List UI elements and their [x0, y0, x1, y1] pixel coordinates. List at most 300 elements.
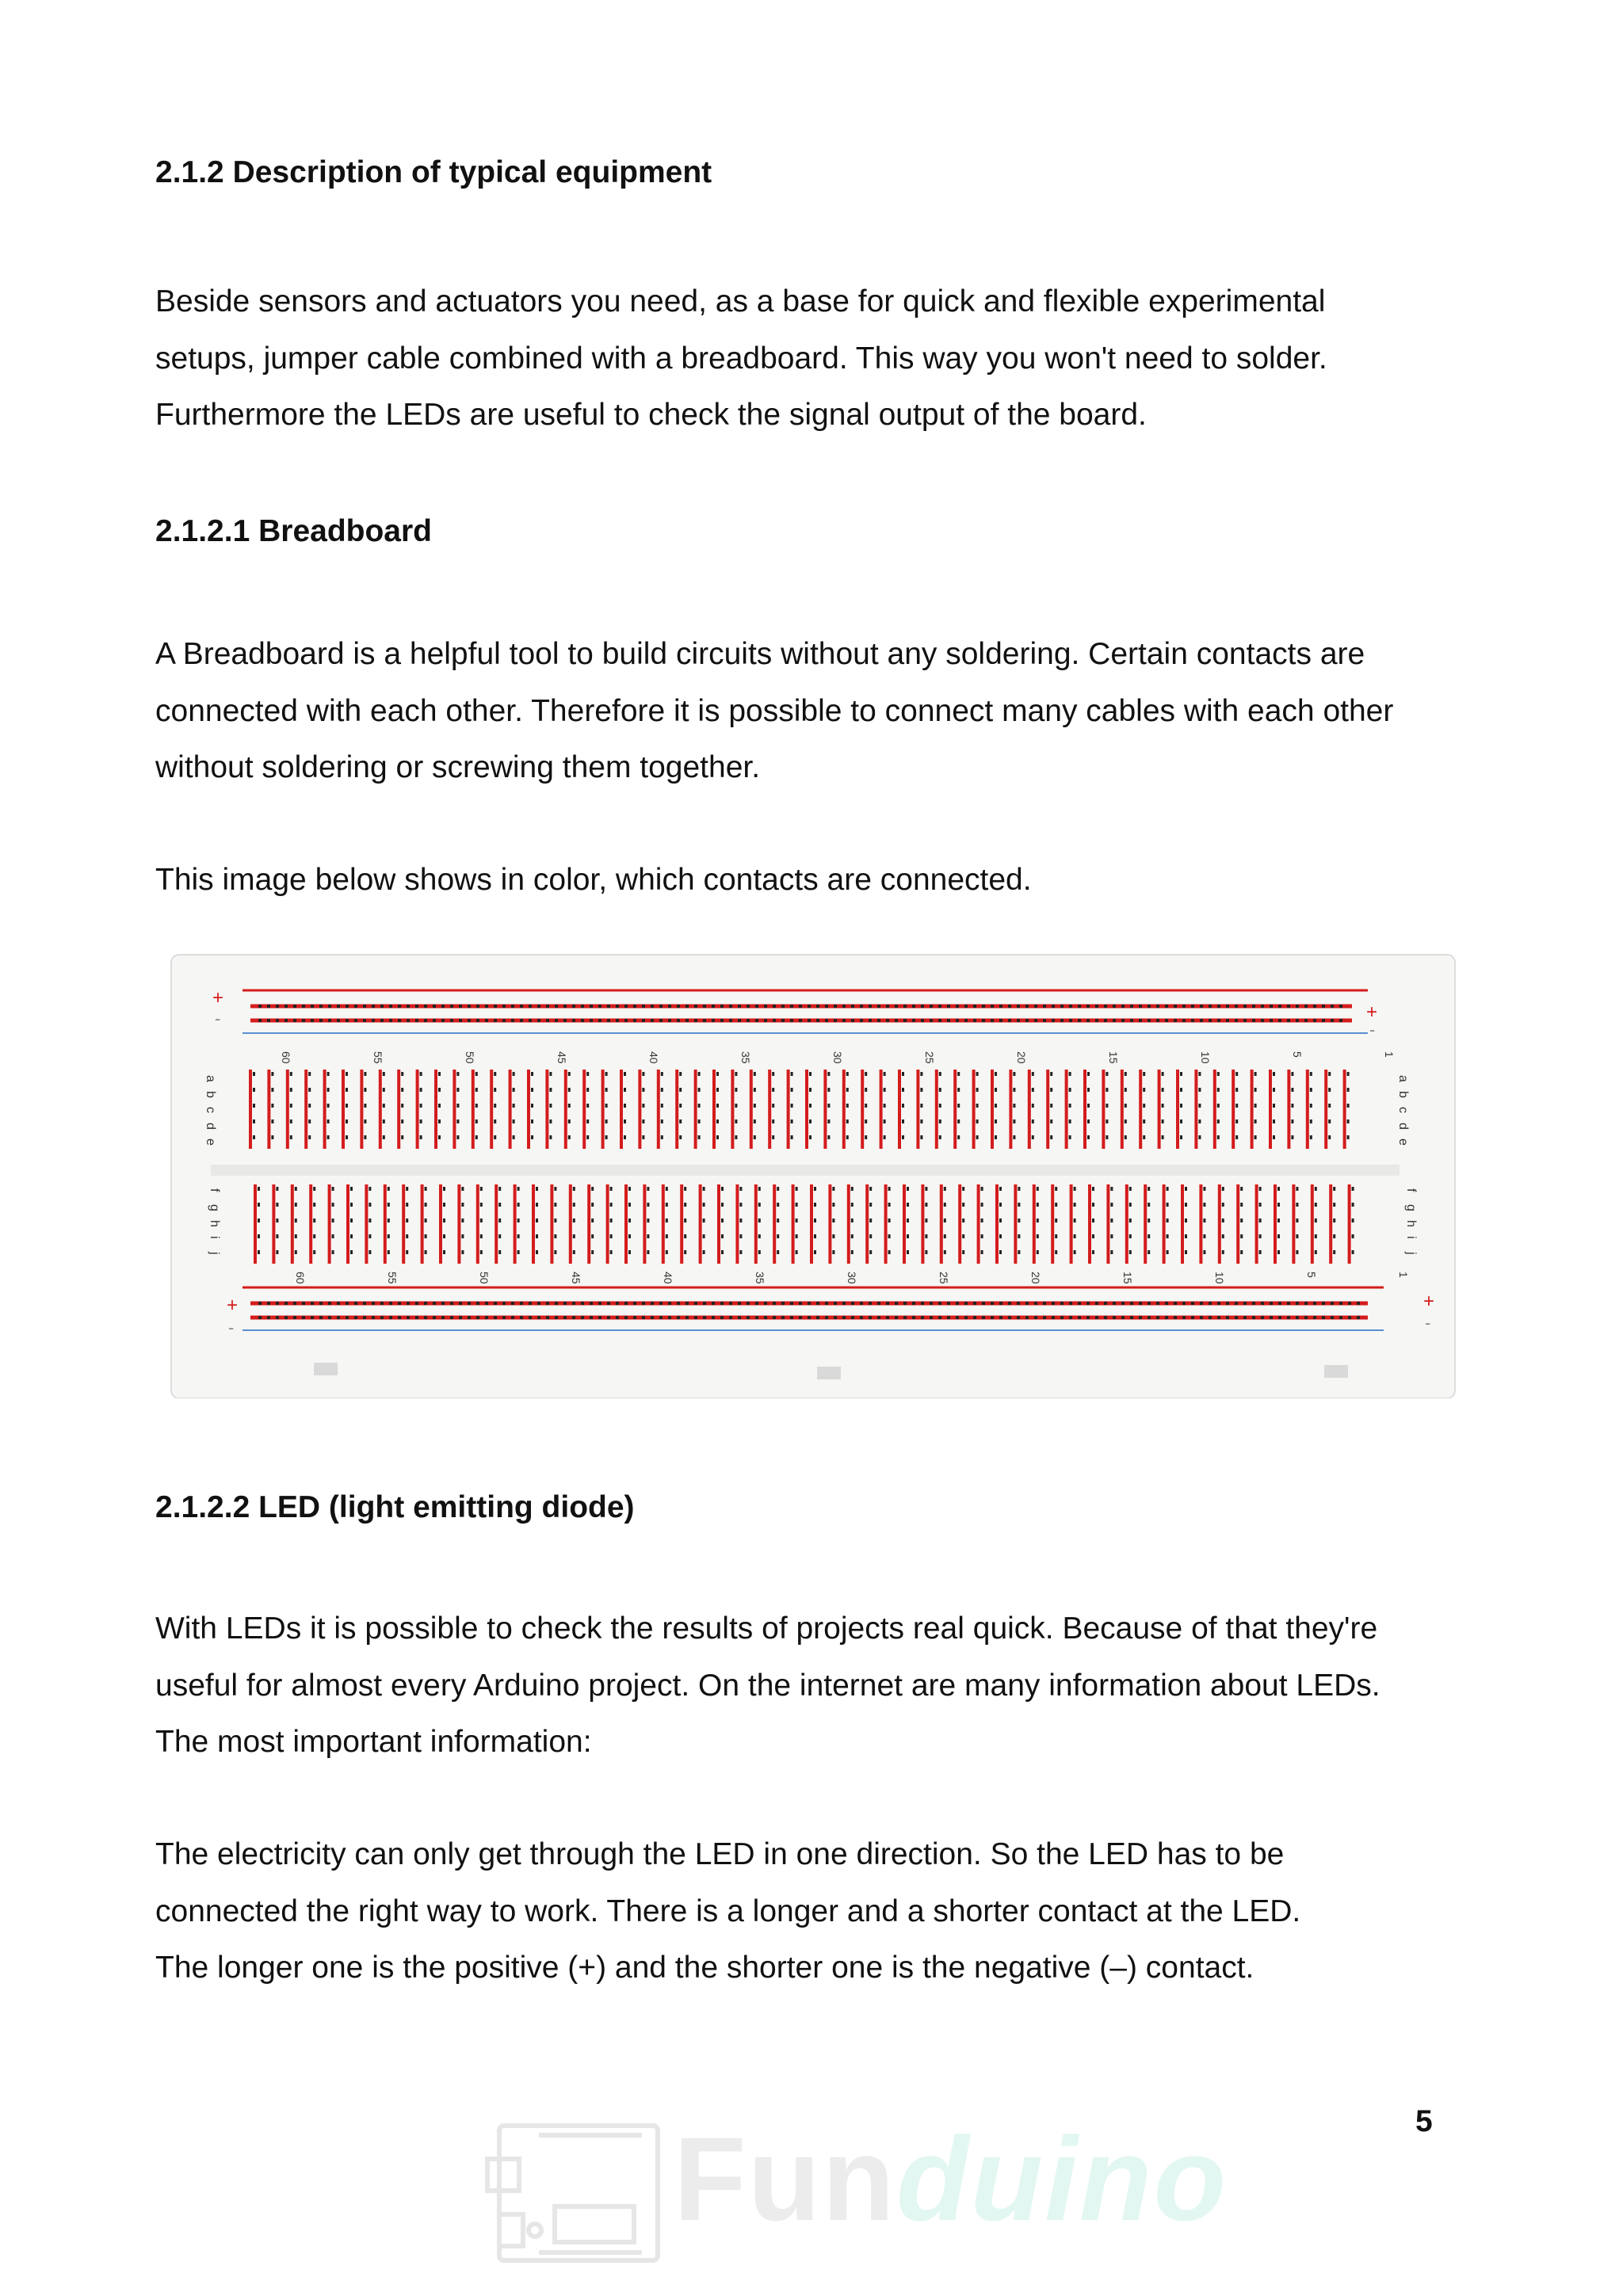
rail-hole [1095, 1316, 1098, 1319]
terminal-hole [721, 1187, 724, 1191]
rail-hole [930, 1302, 933, 1305]
rail-hole [1130, 1005, 1133, 1008]
rail-hole [372, 1019, 375, 1022]
rail-hole [415, 1302, 418, 1305]
terminal-hole [1273, 1072, 1275, 1076]
row-letter: a [1396, 1075, 1410, 1082]
rail-hole [441, 1005, 445, 1008]
terminal-hole [846, 1104, 849, 1108]
terminal-hole [679, 1072, 682, 1076]
rail-hole [1174, 1302, 1177, 1305]
rail-hole [511, 1302, 514, 1305]
terminal-hole [461, 1203, 464, 1207]
rail-hole [468, 1005, 471, 1008]
terminal-hole [698, 1135, 701, 1139]
terminal-hole [920, 1072, 922, 1076]
terminal-hole [735, 1135, 737, 1139]
rail-hole [1191, 1005, 1194, 1008]
image-caption-paragraph [155, 852, 1032, 909]
rail-hole [389, 1316, 392, 1319]
terminal-hole [591, 1234, 594, 1238]
rail-hole [424, 1005, 427, 1008]
rail-hole [1252, 1302, 1255, 1305]
terminal-hole [869, 1219, 872, 1222]
rail-hole [825, 1302, 828, 1305]
rail-hole [921, 1005, 924, 1008]
column-number-bottom: 10 [1213, 1272, 1226, 1284]
terminal-hole [308, 1088, 311, 1092]
terminal-hole [1333, 1234, 1335, 1238]
rail-hole [999, 1302, 1002, 1305]
row-letter: b [204, 1091, 217, 1098]
rail-hole [1331, 1019, 1334, 1022]
terminal-hole [536, 1250, 538, 1254]
rail-hole [651, 1316, 654, 1319]
terminal-hole [865, 1135, 867, 1139]
terminal-hole [1277, 1234, 1280, 1238]
terminal-hole [777, 1250, 779, 1254]
terminal-hole [869, 1187, 872, 1191]
terminal-hole [796, 1250, 798, 1254]
terminal-hole [957, 1104, 960, 1108]
terminal-hole [480, 1234, 483, 1238]
rail-hole [1121, 1019, 1125, 1022]
terminal-hole [735, 1104, 737, 1108]
terminal-hole [1013, 1088, 1015, 1092]
rail-hole [1130, 1019, 1133, 1022]
arduino-board-icon [483, 2111, 674, 2270]
rail-hole [1174, 1019, 1177, 1022]
rail-hole [869, 1005, 872, 1008]
breadboard-line: A Breadboard is a helpful tool to build circuits without any soldering. Certain contacts are [155, 637, 1365, 671]
rail-hole [1069, 1019, 1072, 1022]
rail-hole [781, 1005, 785, 1008]
rail-hole [1313, 1302, 1316, 1305]
terminal-hole [1333, 1187, 1335, 1191]
rail-hole [459, 1316, 462, 1319]
terminal-hole [295, 1250, 297, 1254]
rail-hole [520, 1019, 523, 1022]
terminal-hole [851, 1203, 854, 1207]
plus-marker: + [1423, 1291, 1435, 1312]
terminal-hole [962, 1187, 964, 1191]
terminal-hole [1087, 1072, 1090, 1076]
terminal-hole [513, 1135, 515, 1139]
terminal-hole [1352, 1250, 1354, 1254]
terminal-hole [517, 1234, 520, 1238]
terminal-hole [1315, 1234, 1317, 1238]
minus-marker: - [228, 1318, 235, 1337]
terminal-hole [308, 1119, 311, 1123]
terminal-hole [865, 1088, 867, 1092]
terminal-hole [1347, 1072, 1350, 1076]
terminal-hole [832, 1187, 834, 1191]
terminal-hole [809, 1119, 812, 1123]
rail-hole [1130, 1302, 1133, 1305]
column-number-bottom: 20 [1029, 1272, 1042, 1284]
terminal-hole [1315, 1203, 1317, 1207]
terminal-hole [925, 1250, 927, 1254]
terminal-hole [494, 1135, 496, 1139]
rail-hole [1148, 1316, 1151, 1319]
rail-hole [572, 1302, 575, 1305]
terminal-hole [939, 1135, 941, 1139]
rail-hole [328, 1302, 331, 1305]
terminal-hole [276, 1219, 278, 1222]
rail-hole [529, 1005, 532, 1008]
terminal-hole [456, 1072, 459, 1076]
terminal-hole [1092, 1250, 1094, 1254]
terminal-hole [605, 1135, 608, 1139]
rail-hole [433, 1302, 436, 1305]
rail-hole [537, 1302, 540, 1305]
rail-hole [319, 1316, 323, 1319]
watermark-text: Funduino [674, 2112, 1228, 2245]
rail-hole [834, 1005, 837, 1008]
terminal-hole [1296, 1187, 1298, 1191]
section-heading: 2.1.2 Description of typical equipment [155, 155, 712, 189]
terminal-hole [586, 1088, 589, 1092]
rail-hole [886, 1019, 889, 1022]
rail-hole [450, 1019, 453, 1022]
rail-hole [1069, 1302, 1072, 1305]
breadboard-image [163, 939, 1463, 1398]
terminal-hole [1333, 1203, 1335, 1207]
terminal-hole [995, 1088, 997, 1092]
terminal-hole [1110, 1234, 1113, 1238]
rail-hole [372, 1302, 375, 1305]
column-number-top: 1 [1383, 1051, 1396, 1058]
rail-hole [1278, 1302, 1281, 1305]
terminal-hole [739, 1234, 742, 1238]
center-channel [211, 1165, 1400, 1176]
rail-hole [1331, 1316, 1334, 1319]
rail-hole [816, 1019, 819, 1022]
terminal-hole [661, 1104, 663, 1108]
rail-hole [1078, 1019, 1081, 1022]
terminal-hole [865, 1104, 867, 1108]
rail-hole [825, 1019, 828, 1022]
terminal-hole [295, 1234, 297, 1238]
rail-hole [1025, 1005, 1029, 1008]
terminal-hole [907, 1250, 909, 1254]
rail-hole [1008, 1005, 1011, 1008]
terminal-hole [568, 1104, 571, 1108]
terminal-hole [981, 1234, 983, 1238]
terminal-hole [888, 1187, 891, 1191]
terminal-hole [494, 1104, 496, 1108]
terminal-hole [1125, 1088, 1127, 1092]
rail-hole [790, 1019, 793, 1022]
terminal-hole [494, 1072, 496, 1076]
rail-hole [1078, 1316, 1081, 1319]
terminal-hole [888, 1219, 891, 1222]
terminal-hole [814, 1219, 816, 1222]
rail-hole [930, 1019, 933, 1022]
rail-hole [1052, 1302, 1055, 1305]
terminal-hole [531, 1104, 533, 1108]
funduino-watermark-logo [483, 2111, 1228, 2270]
terminal-hole [772, 1104, 774, 1108]
terminal-hole [1254, 1104, 1257, 1108]
terminal-hole [1162, 1135, 1164, 1139]
rail-hole [668, 1302, 671, 1305]
terminal-hole [1254, 1088, 1257, 1092]
terminal-hole [586, 1072, 589, 1076]
terminal-hole [869, 1203, 872, 1207]
terminal-hole [1222, 1187, 1224, 1191]
terminal-hole [610, 1187, 613, 1191]
rail-hole [1025, 1316, 1029, 1319]
rail-hole [764, 1302, 767, 1305]
rail-hole [834, 1019, 837, 1022]
terminal-hole [814, 1203, 816, 1207]
terminal-hole [1087, 1135, 1090, 1139]
rail-hole [825, 1005, 828, 1008]
terminal-hole [1235, 1119, 1238, 1123]
rail-hole [738, 1316, 741, 1319]
terminal-hole [1110, 1187, 1113, 1191]
rail-hole [808, 1005, 811, 1008]
terminal-hole [554, 1203, 556, 1207]
terminal-hole [494, 1119, 496, 1123]
rail-hole [860, 1005, 863, 1008]
terminal-hole [610, 1250, 613, 1254]
rail-hole [450, 1005, 453, 1008]
terminal-hole [1296, 1234, 1298, 1238]
terminal-hole [573, 1187, 575, 1191]
terminal-hole [1273, 1119, 1275, 1123]
terminal-hole [480, 1187, 483, 1191]
row-letter: a [204, 1075, 217, 1082]
terminal-hole [796, 1187, 798, 1191]
terminal-hole [957, 1088, 960, 1092]
rail-hole [258, 1005, 262, 1008]
terminal-hole [1240, 1219, 1243, 1222]
terminal-hole [1291, 1072, 1293, 1076]
rail-hole [1008, 1019, 1011, 1022]
rail-hole [982, 1302, 985, 1305]
rail-hole [677, 1019, 680, 1022]
rail-hole [712, 1019, 715, 1022]
terminal-hole [902, 1104, 904, 1108]
rail-hole [346, 1316, 349, 1319]
rail-hole [1304, 1302, 1308, 1305]
rail-hole [520, 1316, 523, 1319]
rail-hole [537, 1019, 540, 1022]
rail-hole [738, 1005, 741, 1008]
terminal-hole [827, 1135, 830, 1139]
terminal-hole [832, 1219, 834, 1222]
terminal-hole [981, 1203, 983, 1207]
rail-hole [468, 1316, 471, 1319]
rail-hole [1209, 1019, 1212, 1022]
rail-hole [354, 1005, 357, 1008]
rail-hole [581, 1316, 584, 1319]
terminal-hole [827, 1088, 830, 1092]
rail-hole [607, 1005, 610, 1008]
rail-hole [1339, 1316, 1342, 1319]
rail-hole [1243, 1302, 1247, 1305]
terminal-hole [684, 1219, 686, 1222]
terminal-hole [1347, 1135, 1350, 1139]
terminal-hole [888, 1250, 891, 1254]
terminal-hole [884, 1072, 886, 1076]
rail-hole [973, 1019, 976, 1022]
rail-hole [520, 1302, 523, 1305]
column-number-top: 55 [372, 1051, 384, 1064]
terminal-hole [554, 1234, 556, 1238]
column-number-bottom: 25 [938, 1272, 950, 1284]
row-letter: f [208, 1188, 221, 1192]
terminal-hole [513, 1119, 515, 1123]
terminal-hole [369, 1187, 371, 1191]
terminal-hole [271, 1088, 273, 1092]
rail-hole [1261, 1005, 1264, 1008]
rail-hole [1165, 1316, 1168, 1319]
terminal-hole [666, 1203, 668, 1207]
terminal-hole [684, 1203, 686, 1207]
terminal-hole [851, 1187, 854, 1191]
terminal-hole [976, 1104, 979, 1108]
rail-hole [729, 1019, 732, 1022]
terminal-hole [313, 1203, 315, 1207]
rail-hole [511, 1005, 514, 1008]
rail-hole [520, 1005, 523, 1008]
terminal-hole [976, 1135, 979, 1139]
rail-hole [267, 1005, 270, 1008]
terminal-hole [295, 1187, 297, 1191]
terminal-hole [1180, 1104, 1182, 1108]
terminal-hole [809, 1104, 812, 1108]
terminal-hole [591, 1203, 594, 1207]
rail-hole [1313, 1005, 1316, 1008]
rail-hole [1200, 1316, 1203, 1319]
terminal-hole [610, 1219, 613, 1222]
row-letter: c [204, 1107, 217, 1113]
breadboard-heading: 2.1.2.1 Breadboard [155, 514, 432, 548]
terminal-hole [549, 1104, 552, 1108]
terminal-hole [1037, 1250, 1039, 1254]
rail-hole [1313, 1019, 1316, 1022]
led-paragraph-2 [155, 1826, 1300, 1997]
rail-hole [877, 1302, 880, 1305]
rail-hole [1156, 1005, 1159, 1008]
terminal-hole [661, 1119, 663, 1123]
rail-hole [485, 1019, 488, 1022]
rail-hole [991, 1019, 994, 1022]
terminal-hole [549, 1135, 552, 1139]
rail-hole [1034, 1302, 1037, 1305]
terminal-hole [902, 1072, 904, 1076]
rail-hole [1113, 1005, 1116, 1008]
rail-hole [1287, 1316, 1290, 1319]
terminal-hole [754, 1135, 756, 1139]
rail-hole [694, 1302, 697, 1305]
terminal-hole [796, 1234, 798, 1238]
rail-hole [842, 1019, 846, 1022]
rail-hole [1069, 1005, 1072, 1008]
rail-hole [1322, 1316, 1325, 1319]
rail-hole [1121, 1316, 1125, 1319]
rail-hole [476, 1302, 479, 1305]
rail-hole [398, 1019, 401, 1022]
terminal-hole [1018, 1234, 1020, 1238]
terminal-hole [1310, 1072, 1312, 1076]
row-letter: i [208, 1236, 221, 1239]
led-line: The most important information: [155, 1725, 592, 1759]
rail-hole [441, 1316, 445, 1319]
rail-hole [1174, 1316, 1177, 1319]
terminal-hole [1087, 1119, 1090, 1123]
rail-hole [1270, 1316, 1273, 1319]
terminal-hole [461, 1234, 464, 1238]
rail-hole [1043, 1302, 1046, 1305]
terminal-hole [420, 1104, 422, 1108]
terminal-hole [461, 1219, 464, 1222]
rail-hole [781, 1019, 785, 1022]
terminal-hole [456, 1135, 459, 1139]
rail-hole [1069, 1316, 1072, 1319]
terminal-hole [1032, 1072, 1034, 1076]
terminal-hole [1055, 1187, 1057, 1191]
rail-hole [1296, 1019, 1299, 1022]
rail-hole [372, 1316, 375, 1319]
rail-hole [1008, 1302, 1011, 1305]
rail-hole [694, 1316, 697, 1319]
rail-hole [642, 1005, 645, 1008]
rail-hole [328, 1005, 331, 1008]
terminal-hole [791, 1072, 793, 1076]
rail-hole [494, 1005, 497, 1008]
terminal-hole [1092, 1234, 1094, 1238]
terminal-hole [851, 1250, 854, 1254]
rail-hole [459, 1019, 462, 1022]
rail-hole [1278, 1019, 1281, 1022]
rail-hole [468, 1019, 471, 1022]
terminal-hole [295, 1219, 297, 1222]
terminal-hole [1203, 1219, 1205, 1222]
terminal-hole [313, 1250, 315, 1254]
rail-hole [546, 1316, 549, 1319]
rail-hole [1156, 1316, 1159, 1319]
terminal-hole [513, 1072, 515, 1076]
terminal-hole [1217, 1072, 1220, 1076]
column-number-bottom: 15 [1121, 1272, 1134, 1284]
terminal-hole [271, 1135, 273, 1139]
terminal-hole [327, 1135, 330, 1139]
terminal-hole [1018, 1203, 1020, 1207]
rail-hole [1191, 1019, 1194, 1022]
terminal-hole [443, 1187, 445, 1191]
terminal-hole [772, 1135, 774, 1139]
rail-hole [712, 1302, 715, 1305]
rail-hole [1060, 1302, 1064, 1305]
terminal-hole [383, 1072, 385, 1076]
terminal-hole [364, 1088, 366, 1092]
rail-hole [851, 1316, 854, 1319]
terminal-hole [957, 1072, 960, 1076]
rail-hole [895, 1302, 898, 1305]
rail-hole [607, 1316, 610, 1319]
terminal-hole [716, 1072, 719, 1076]
rail-hole [476, 1019, 479, 1022]
rail-hole [1200, 1302, 1203, 1305]
rail-hole [764, 1316, 767, 1319]
rail-hole [494, 1302, 497, 1305]
terminal-hole [1333, 1219, 1335, 1222]
terminal-hole [1167, 1250, 1169, 1254]
